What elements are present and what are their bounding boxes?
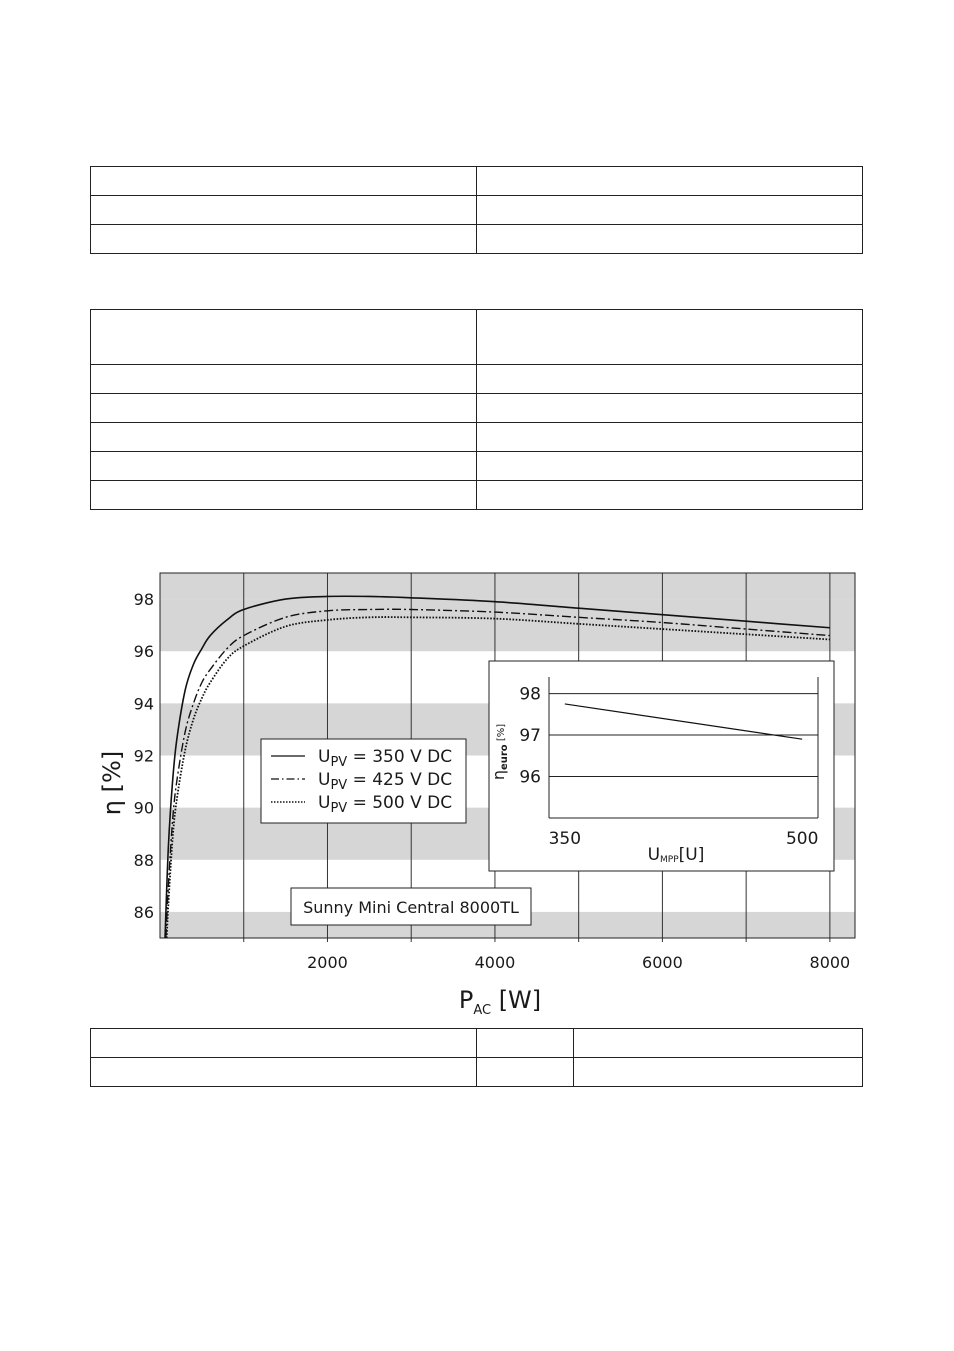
- x-tick-labels: [307, 953, 850, 972]
- table-cell: [91, 225, 477, 254]
- inset-x-tick-label: 500: [785, 829, 819, 849]
- table-row: [91, 167, 863, 196]
- table-cell: [91, 394, 477, 423]
- y-tick-label: 86: [133, 902, 154, 922]
- table-row: [91, 1058, 863, 1087]
- y-tick-label: 96: [133, 642, 154, 662]
- inset-y-axis-label: ηeuro [%]: [489, 723, 510, 781]
- table-row: [91, 225, 863, 254]
- table-cell: [91, 365, 477, 394]
- inset-y-tick-label: 96: [519, 767, 541, 788]
- table-bottom: [90, 1028, 863, 1087]
- table-row: [91, 310, 863, 365]
- table-cell: [91, 423, 477, 452]
- gray-band: [160, 573, 855, 599]
- y-axis-label: η [%]: [98, 750, 126, 816]
- inset-x-axis-label: UMPP[U]: [647, 845, 705, 865]
- table-cell: [477, 365, 863, 394]
- table-cell: [477, 1058, 574, 1087]
- table-cell: [91, 1058, 477, 1087]
- table-cell: [477, 1029, 574, 1058]
- table-cell: [574, 1058, 863, 1087]
- table-row: [91, 394, 863, 423]
- table-cell: [91, 167, 477, 196]
- table-row: [91, 196, 863, 225]
- x-tick-label: 8000: [809, 953, 851, 972]
- chart-title: Sunny Mini Central 8000TL: [303, 898, 519, 917]
- inset-x-tick-label: 350: [548, 829, 582, 849]
- legend: [261, 739, 466, 823]
- table-row: [91, 481, 863, 510]
- table-middle: [90, 309, 863, 510]
- inset-y-tick-labels: [519, 685, 541, 788]
- x-tick-label: 6000: [642, 953, 683, 972]
- y-tick-label: 98: [133, 590, 154, 610]
- x-axis-label: $P_{AC}$ [W]: [458, 986, 542, 1018]
- y-tick-label: 92: [133, 746, 154, 766]
- table-row: [91, 423, 863, 452]
- table-cell: [477, 225, 863, 254]
- table-cell: [91, 1029, 477, 1058]
- x-tick-label: 2000: [307, 953, 348, 972]
- table-cell: [574, 1029, 863, 1058]
- legend-label-425: $U_{PV} = 425$ V DC: [318, 770, 453, 793]
- table-cell: [91, 452, 477, 481]
- table-cell: [91, 196, 477, 225]
- inset-y-tick-label: 98: [519, 684, 541, 705]
- table-top: [90, 166, 863, 254]
- table-row: [91, 365, 863, 394]
- table-cell: [477, 167, 863, 196]
- chart-title-box: [291, 888, 531, 925]
- x-tick-label: 4000: [474, 953, 516, 972]
- y-tick-label: 88: [133, 850, 154, 870]
- table-row: [91, 452, 863, 481]
- table-cell: [477, 481, 863, 510]
- legend-label-500: $U_{PV} = 500$ V DC: [318, 793, 453, 816]
- table-cell: [477, 452, 863, 481]
- table-cell: [477, 310, 863, 365]
- y-tick-label: 94: [133, 694, 154, 714]
- inset-chart: [489, 661, 834, 871]
- y-tick-label: 90: [133, 798, 154, 818]
- y-tick-labels: [134, 590, 154, 922]
- table-cell: [477, 394, 863, 423]
- table-cell: [477, 196, 863, 225]
- efficiency-chart: [0, 540, 954, 1030]
- table-cell: [91, 481, 477, 510]
- inset-y-tick-label: 97: [519, 726, 541, 747]
- table-row: [91, 1029, 863, 1058]
- legend-label-350: $U_{PV} = 350$ V DC: [318, 747, 453, 770]
- table-cell: [91, 310, 477, 365]
- table-cell: [477, 423, 863, 452]
